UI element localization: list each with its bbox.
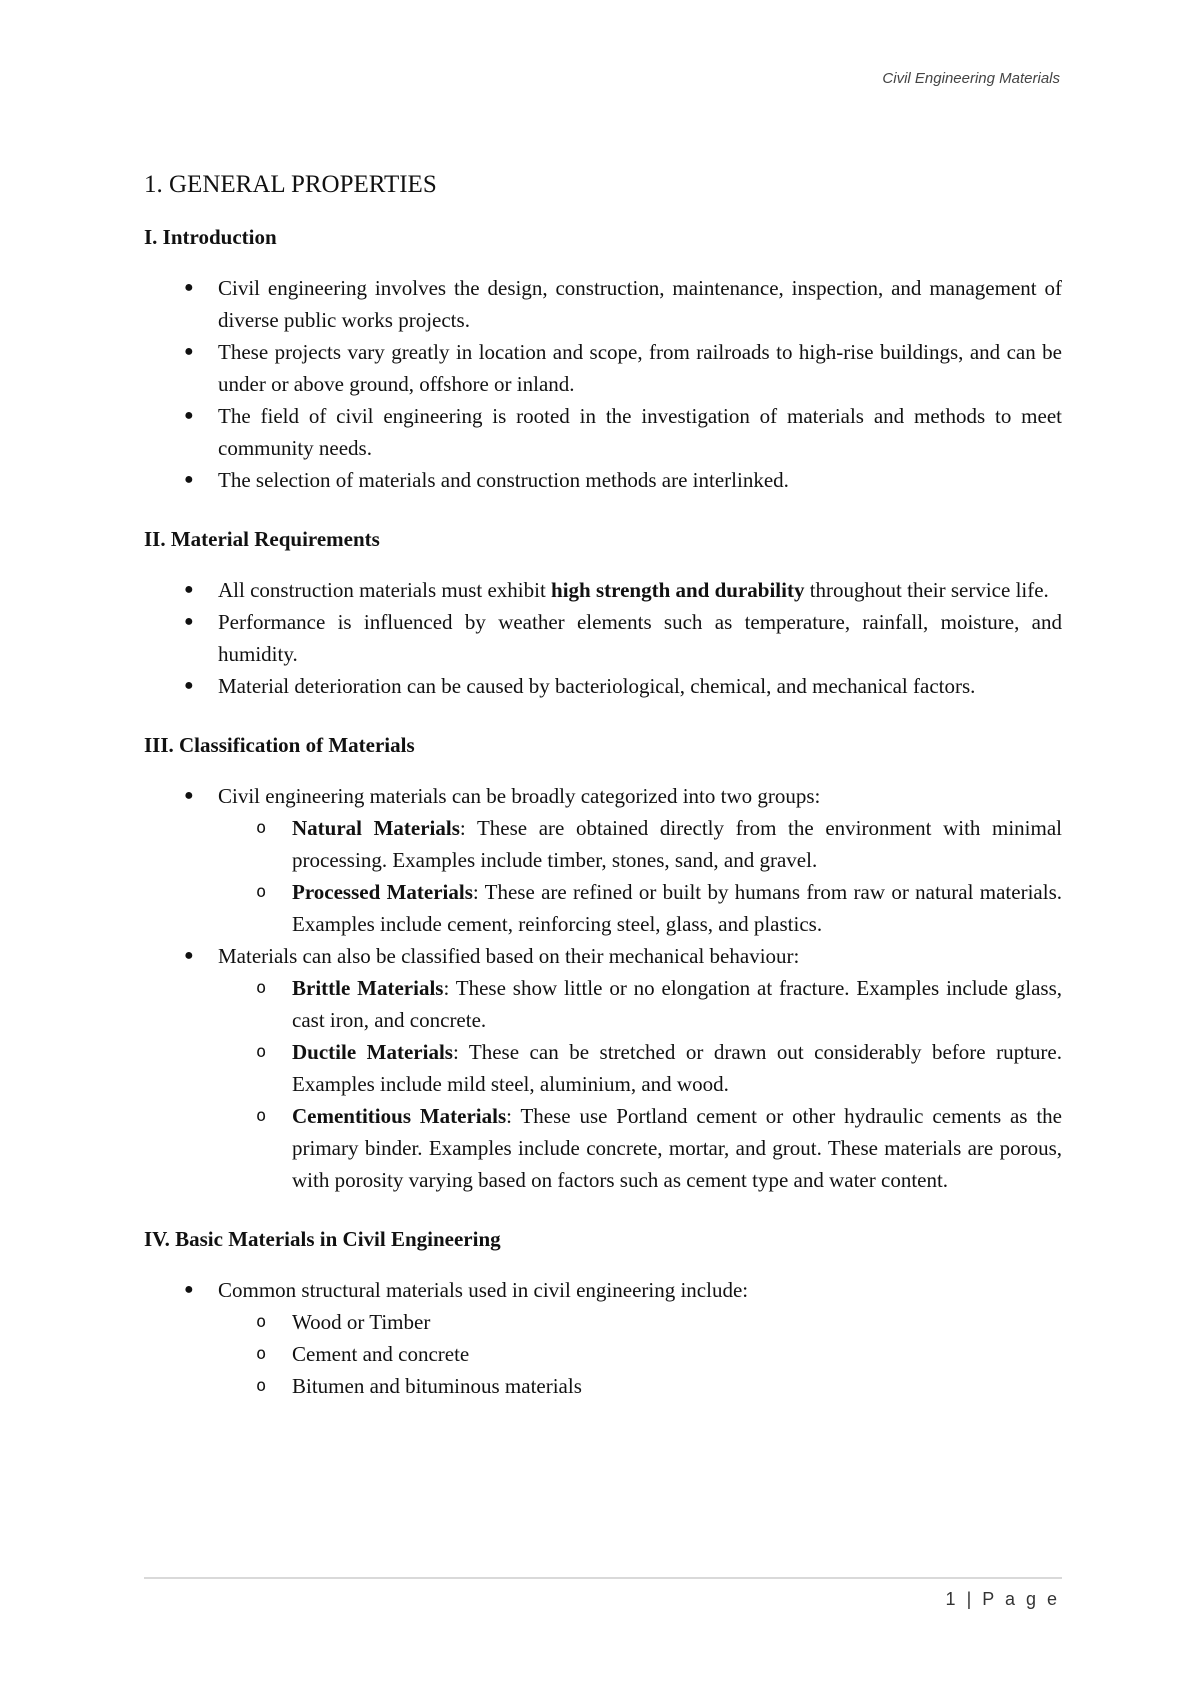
sub-list-item: o Processed Materials: These are refined or built by humans from raw or natural materials. Examples include cement, reinforcing steel, glass, and plastics. <box>218 876 1062 940</box>
section-heading-introduction: I. Introduction <box>144 225 277 249</box>
introduction-list <box>144 272 1062 496</box>
bullet-o-icon: o <box>256 1042 267 1062</box>
sub-list-item: o Cement and concrete <box>218 1338 1062 1370</box>
section-heading-classification: III. Classification of Materials <box>144 733 415 757</box>
sub-list <box>218 812 1062 940</box>
bullet-o-icon: o <box>256 978 267 998</box>
page-title: 1. GENERAL PROPERTIES <box>144 171 437 198</box>
bullet-o-icon: o <box>256 882 267 902</box>
emphasis: high strength and durability <box>551 578 805 602</box>
list-item: ● The field of civil engineering is rooted in the investigation of materials and methods to meet community needs. <box>144 400 1062 464</box>
classification-list <box>144 780 1062 1196</box>
requirements-list <box>144 574 1062 702</box>
sub-list-item: o Brittle Materials: These show little or no elongation at fracture. Examples include glass, cast iron, and concrete. <box>218 972 1062 1036</box>
bullet-o-icon: o <box>256 1376 267 1396</box>
sub-list-item: o Wood or Timber <box>218 1306 1062 1338</box>
section-heading-material-requirements: II. Material Requirements <box>144 527 380 551</box>
bullet-o-icon: o <box>256 1312 267 1332</box>
list-item: ● The selection of materials and construction methods are interlinked. <box>144 464 1062 496</box>
bullet-dot-icon: ● <box>184 947 194 964</box>
footer-divider <box>144 1577 1062 1579</box>
sub-list-item: o Bitumen and bituminous materials <box>218 1370 1062 1402</box>
bullet-dot-icon: ● <box>184 471 194 488</box>
bullet-o-icon: o <box>256 1106 267 1126</box>
bullet-o-icon: o <box>256 818 267 838</box>
list-item: ● These projects vary greatly in location and scope, from railroads to high-rise buildings, and can be under or above ground, offshore or inland. <box>144 336 1062 400</box>
sub-list-item: o Natural Materials: These are obtained directly from the environment with minimal processing. Examples include timber, stones, sand, and gravel. <box>218 812 1062 876</box>
list-item: ● Civil engineering involves the design, construction, maintenance, inspection, and management of diverse public works projects. <box>144 272 1062 336</box>
bullet-dot-icon: ● <box>184 279 194 296</box>
running-header: Civil Engineering Materials <box>882 70 1060 87</box>
list-item: ● Common structural materials used in civil engineering include: o Wood or Timber o Cement and concrete o Bitumen and bituminous materials <box>144 1274 1062 1402</box>
page-number: 1 <box>945 1589 959 1609</box>
bullet-dot-icon: ● <box>184 677 194 694</box>
bullet-dot-icon: ● <box>184 1281 194 1298</box>
bullet-dot-icon: ● <box>184 787 194 804</box>
list-item: ● Material deterioration can be caused by bacteriological, chemical, and mechanical factors. <box>144 670 1062 702</box>
list-item: ● Performance is influenced by weather elements such as temperature, rainfall, moisture, and humidity. <box>144 606 1062 670</box>
bullet-dot-icon: ● <box>184 581 194 598</box>
bullet-dot-icon: ● <box>184 613 194 630</box>
list-item: ● Materials can also be classified based on their mechanical behaviour: o Brittle Materials: These show little or no elongation at fracture. Examples include glass, cast iron, and concrete. o Ductile Materials: These can be stretched or drawn out considerably before rupture. Examples include mild steel, aluminium, and wood. o Cementitious Materials: These use Portland cement or other hydraulic cements as the primary binder. Examples include concrete, mortar, and grout. These materials are porous, with porosity varying based on factors such as cement type and water content. <box>144 940 1062 1196</box>
page-footer <box>946 1589 1060 1610</box>
page-label: P a g e <box>982 1589 1060 1609</box>
list-item: ● Civil engineering materials can be broadly categorized into two groups: o Natural Materials: These are obtained directly from the environment with minimal processing. Examples include timber, stones, sand, and gravel. o Processed Materials: These are refined or built by humans from raw or natural materials. Examples include cement, reinforcing steel, glass, and plastics. <box>144 780 1062 940</box>
sub-list-item: o Cementitious Materials: These use Portland cement or other hydraulic cements as the primary binder. Examples include concrete, mortar, and grout. These materials are porous, with porosity varying based on factors such as cement type and water content. <box>218 1100 1062 1196</box>
sub-list <box>218 972 1062 1196</box>
section-heading-basic-materials: IV. Basic Materials in Civil Engineering <box>144 1227 501 1251</box>
footer-separator: | <box>966 1589 975 1609</box>
sub-list <box>218 1306 1062 1402</box>
sub-list-item: o Ductile Materials: These can be stretched or drawn out considerably before rupture. Examples include mild steel, aluminium, and wood. <box>218 1036 1062 1100</box>
list-item: ● All construction materials must exhibit high strength and durability throughout their service life. <box>144 574 1062 606</box>
document-body <box>144 170 1062 1430</box>
bullet-dot-icon: ● <box>184 343 194 360</box>
bullet-dot-icon: ● <box>184 407 194 424</box>
bullet-o-icon: o <box>256 1344 267 1364</box>
basic-materials-list <box>144 1274 1062 1402</box>
